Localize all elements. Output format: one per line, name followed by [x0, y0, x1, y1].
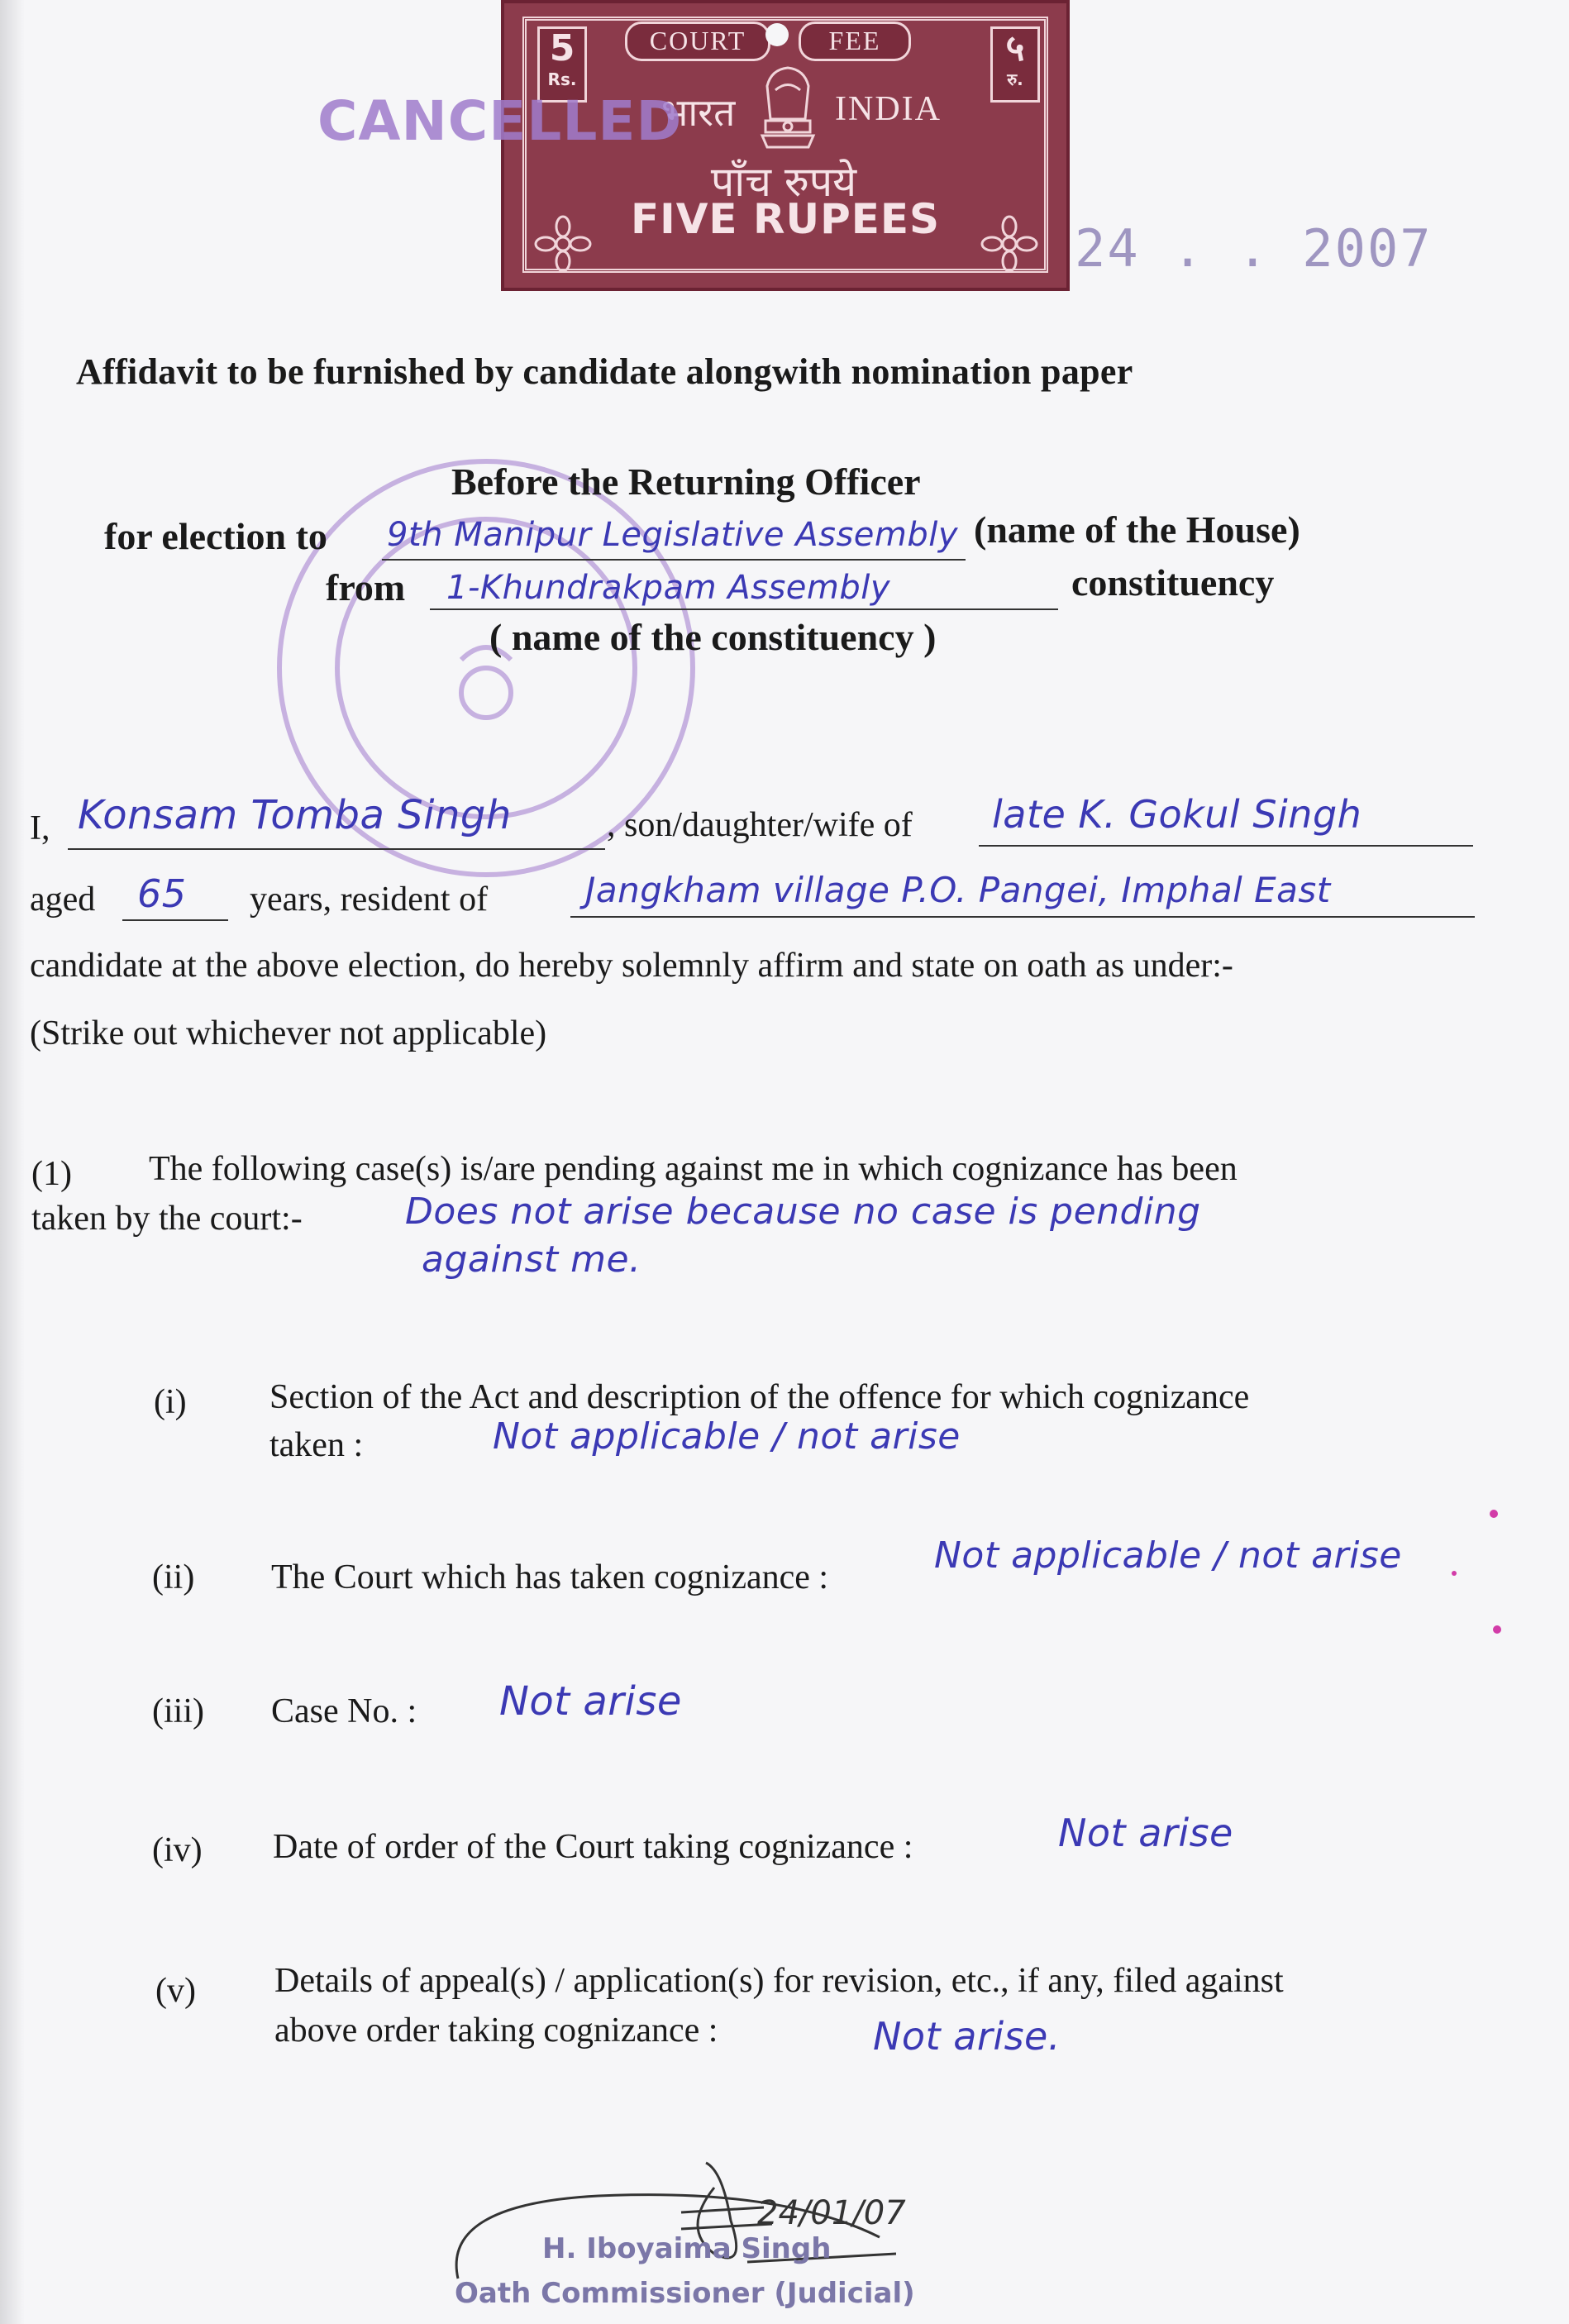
- flower-ornament-icon: [980, 215, 1038, 273]
- oath-commissioner-title: Oath Commissioner (Judicial): [455, 2277, 915, 2310]
- constituency-handwritten: 1-Khundrakpam Assembly: [446, 569, 891, 607]
- stamp-india-text: INDIA: [835, 90, 942, 128]
- item-text: Case No. :: [271, 1692, 417, 1730]
- address-handwritten: Jangkham village P.O. Pangei, Imphal East: [585, 870, 1331, 910]
- house-handwritten: 9th Manipur Legislative Assembly: [387, 516, 959, 554]
- item-number: (iv): [152, 1831, 203, 1869]
- stamp-court-label: COURT: [625, 21, 770, 61]
- age-handwritten: 65: [137, 871, 187, 916]
- name-handwritten: Konsam Tomba Singh: [78, 792, 512, 838]
- stamp-fee-label: FEE: [799, 21, 911, 61]
- item-number: (i): [154, 1383, 187, 1421]
- stamp-right-unit: रु.: [1007, 69, 1023, 89]
- strike-out-note: (Strike out whichever not applicable): [30, 1014, 547, 1052]
- item-answer-handwritten: Not arise: [1058, 1811, 1233, 1855]
- cancelled-stamp-mark: CANCELLED: [317, 89, 683, 153]
- relation-label: , son/daughter/wife of: [607, 806, 913, 844]
- name-underline: [68, 848, 605, 850]
- parent-underline: [979, 845, 1473, 847]
- stamp-right-numeral: ५: [1005, 27, 1025, 69]
- item-answer-handwritten: Not applicable / not arise: [934, 1534, 1402, 1577]
- document-title: Affidavit to be furnished by candidate alongwith nomination paper: [76, 351, 1133, 392]
- stamp-english-value: FIVE RUPEES: [630, 195, 941, 243]
- attestation-date: 24/01/07: [757, 2194, 906, 2232]
- case-answer-handwritten-line1: Does not arise because no case is pending: [405, 1191, 1201, 1233]
- stamp-hindi-value: पाँच रुपये: [710, 158, 857, 206]
- date-stamp-mark: 24 . . 2007: [1075, 218, 1433, 279]
- ink-dot: [1452, 1571, 1457, 1576]
- case-section-number: (1): [31, 1155, 72, 1193]
- for-election-label: for election to: [104, 515, 327, 557]
- page-edge-shadow: [0, 0, 25, 2324]
- constituency-underline: [430, 608, 1058, 610]
- item-answer-handwritten: Not arise.: [873, 2014, 1061, 2059]
- item-answer-handwritten: Not arise: [499, 1678, 682, 1725]
- case-section-text-line1: The following case(s) is/are pending against me in which cognizance has been: [149, 1150, 1238, 1188]
- house-underline: [382, 559, 966, 561]
- parent-handwritten: late K. Gokul Singh: [992, 792, 1362, 837]
- stamp-value-unit: Rs.: [547, 69, 577, 89]
- affirm-statement: candidate at the above election, do hereby solemnly affirm and state on oath as under:-: [30, 947, 1233, 985]
- returning-officer-heading: Before the Returning Officer: [451, 461, 921, 503]
- item-text: Section of the Act and description of the offence for which cognizance: [269, 1378, 1250, 1416]
- ink-dot: [1490, 1510, 1498, 1518]
- item-number: (v): [155, 1972, 196, 2010]
- resident-label: years, resident of: [250, 880, 489, 919]
- flower-ornament-icon: [534, 215, 592, 273]
- stamp-value-numeral: 5: [549, 27, 575, 69]
- item-answer-handwritten: Not applicable / not arise: [493, 1415, 961, 1458]
- declarant-prefix: I,: [30, 809, 50, 847]
- ashoka-emblem-icon: [751, 61, 825, 152]
- aged-label: aged: [30, 880, 96, 919]
- item-number: (iii): [152, 1692, 204, 1730]
- from-label: from: [326, 566, 406, 608]
- name-of-house-label: (name of the House): [974, 508, 1300, 551]
- name-of-constituency-label: ( name of the constituency ): [489, 616, 937, 658]
- item-text: taken :: [269, 1426, 364, 1464]
- constituency-label: constituency: [1071, 561, 1275, 604]
- stamp-bharat-text: भारत: [661, 90, 736, 135]
- item-number: (ii): [152, 1558, 195, 1596]
- stamp-punch-hole: [765, 23, 789, 46]
- item-text: Date of order of the Court taking cognizance :: [273, 1828, 913, 1866]
- oath-commissioner-name: H. Iboyaima Singh: [542, 2232, 832, 2265]
- ink-dot: [1493, 1625, 1501, 1634]
- age-underline: [122, 919, 228, 921]
- case-section-text-line2: taken by the court:-: [31, 1200, 303, 1238]
- stamp-right-value: [990, 26, 1040, 103]
- item-text: The Court which has taken cognizance :: [271, 1558, 829, 1596]
- item-text: Details of appeal(s) / application(s) for revision, etc., if any, filed against: [274, 1962, 1284, 2000]
- case-answer-handwritten-line2: against me.: [422, 1238, 641, 1281]
- address-underline: [570, 916, 1475, 918]
- item-text: above order taking cognizance :: [274, 2011, 718, 2050]
